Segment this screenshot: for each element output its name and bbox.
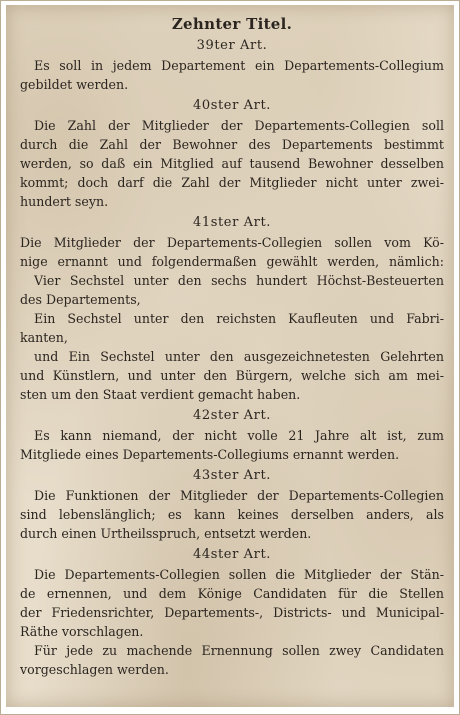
- article-40-line: kommt; doch darf die Zahl der Mitglieder nicht unter zwei-: [20, 175, 444, 190]
- article-heading-41: 41ster Art.: [192, 215, 272, 230]
- article-41-line: Ein Sechstel unter den reichsten Kaufleuten und Fabri-: [34, 311, 444, 326]
- article-41-line: Vier Sechstel unter den sechs hundert Höchst-Besteuerten: [34, 273, 444, 288]
- article-41-line: des Departements,: [20, 292, 141, 307]
- chapter-title: Zehnter Titel.: [171, 15, 293, 33]
- article-44-line: Für jede zu machende Ernennung sollen zwey Candidaten: [34, 643, 444, 658]
- article-41-line: Die Mitglieder der Departements-Collegien sollen vom Kö-: [20, 235, 444, 250]
- article-41-line: und Künstlern, und unter den Bürgern, welche sich am mei-: [20, 368, 444, 383]
- article-44-line: vorgeschlagen werden.: [20, 662, 169, 677]
- article-40-line: hundert seyn.: [20, 194, 109, 209]
- article-40-line: werden, so daß ein Mitglied auf tausend Bewohner desselben: [20, 156, 444, 171]
- paper-page: [6, 5, 454, 707]
- article-41-line: sten um den Staat verdient gemacht haben.: [20, 387, 301, 402]
- article-44-line: Räthe vorschlagen.: [20, 624, 144, 639]
- article-41-line: nige ernannt und folgendermaßen gewählt werden, nämlich:: [20, 254, 444, 269]
- article-43-line: sind lebenslänglich; es kann keines derselben anders, als: [20, 507, 444, 522]
- article-44-line: der Friedensrichter, Departements-, Districts- und Municipal-: [20, 605, 444, 620]
- article-42-line: Mitgliede eines Departements-Collegiums ernannt werden.: [20, 447, 400, 462]
- article-heading-43: 43ster Art.: [192, 468, 272, 483]
- article-44-line: Die Departements-Collegien sollen die Mitglieder der Stän-: [34, 567, 444, 582]
- article-heading-39: 39ter Art.: [196, 38, 268, 53]
- article-39-line: Es soll in jedem Departement ein Departements-Collegium: [34, 58, 444, 73]
- article-heading-42: 42ster Art.: [192, 408, 272, 423]
- article-heading-40: 40ster Art.: [192, 98, 272, 113]
- article-41-line: kanten,: [20, 330, 68, 345]
- article-41-line: und Ein Sechstel unter den ausgezeichnetesten Gelehrten: [34, 349, 444, 364]
- article-39-line: gebildet werden.: [20, 77, 129, 92]
- article-42-line: Es kann niemand, der nicht volle 21 Jahre alt ist, zum: [34, 428, 444, 443]
- article-40-line: durch die Zahl der Bewohner des Departements bestimmt: [20, 137, 444, 152]
- article-44-line: de ernennen, und dem Könige Candidaten für die Stellen: [20, 586, 444, 601]
- article-43-line: Die Funktionen der Mitglieder der Departements-Collegien: [34, 488, 444, 503]
- article-43-line: durch einen Urtheilsspruch, entsetzt werden.: [20, 526, 312, 541]
- article-heading-44: 44ster Art.: [192, 547, 272, 562]
- article-40-line: Die Zahl der Mitglieder der Departements-Collegien soll: [34, 118, 444, 133]
- document-page: [20, 13, 444, 679]
